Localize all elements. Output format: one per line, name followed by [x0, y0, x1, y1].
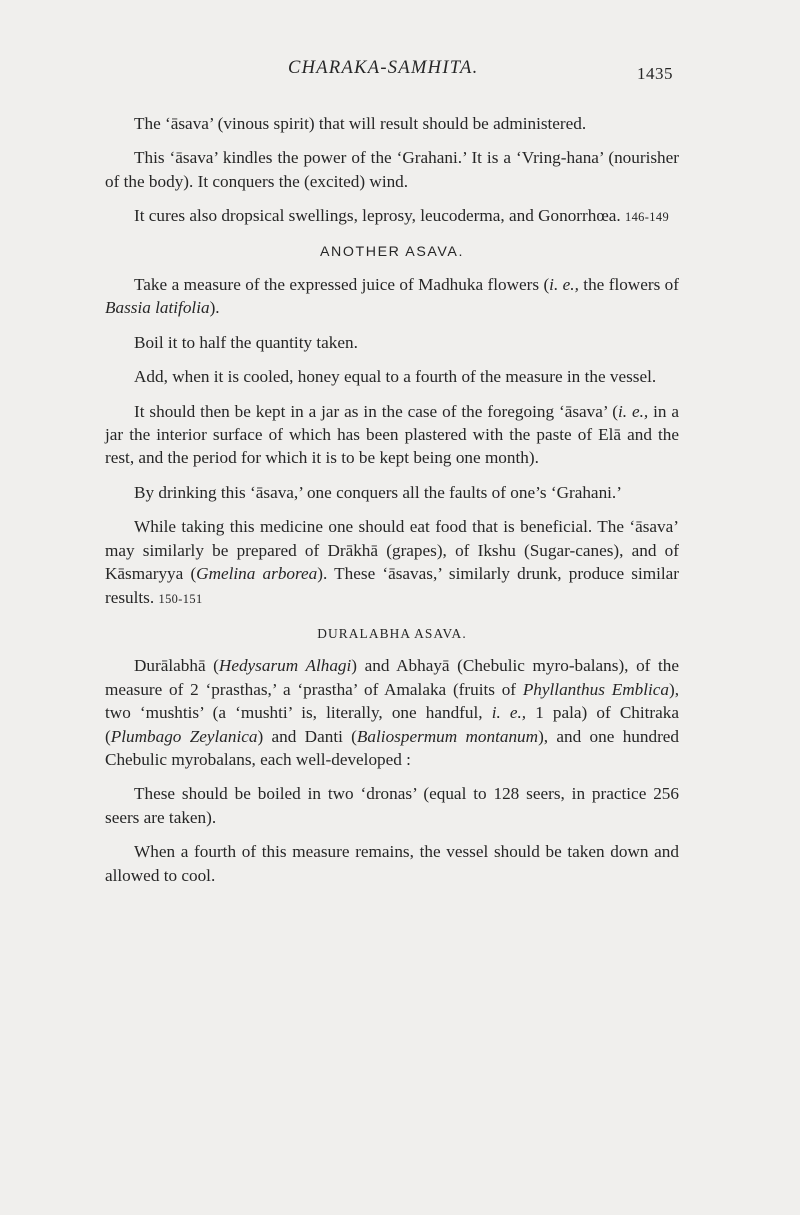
paragraph-kept-in-jar: It should then be kept in a jar as in the case of the foregoing ‘āsava’ (i. e., in a jar the interior surface of which has been plastered with the paste of Elā and the rest, and the period for which it is to be kept being one month). — [105, 401, 680, 468]
paragraph-madhuka: Take a measure of the expressed juice of Madhuka flowers (i. e., the flowers of Bassia latifolia). — [105, 275, 679, 318]
paragraph-duralabha: Durālabhā (Hedysarum Alhagi) and Abhayā (Chebulic myro-balans), of the measure of 2 ‘prasthas,’ a ‘prastha’ of Amalaka (fruits of Phyllanthus Emblica), two ‘mushtis’ (a ‘mushti’ is, literally, one handful, i. e., 1 pala) of Chitraka (Plumbago Zeylanica) and Danti (Baliospermum montanum), and one hundred Chebulic myrobalans, each well-developed : — [105, 656, 680, 769]
section-heading-duralabha-asava: DURALABHA ASAVA. — [317, 625, 467, 641]
paragraph-grahani: This ‘āsava’ kindles the power of the ‘Grahani.’ It is a ‘Vring-hana’ (nourisher of the body). It conquers the (excited) wind. — [105, 148, 679, 191]
running-header — [0, 58, 800, 88]
page-number: 1435 — [637, 64, 673, 83]
paragraph-asava-administered: The ‘āsava’ (vinous spirit) that will result should be administered. — [134, 114, 587, 133]
section-heading-another-asava: ANOTHER ASAVA. — [319, 243, 465, 260]
paragraph-cures: It cures also dropsical swellings, leprosy, leucoderma, and Gonorrhœa. 146-149 — [134, 206, 670, 226]
body-text — [105, 112, 679, 887]
running-title: CHARAKA-SAMHITA. — [288, 58, 479, 78]
verse-reference: 150-151 — [158, 591, 203, 606]
paragraph-drinking: By drinking this ‘āsava,’ one conquers all the faults of one’s ‘Grahani.’ — [134, 482, 622, 502]
verse-reference: 146-149 — [624, 210, 670, 225]
paragraph-add-honey: Add, when it is cooled, honey equal to a fourth of the measure in the vessel. — [134, 367, 657, 387]
paragraph-boiled-dronas: These should be boiled in two ‘dronas’ (equal to 128 seers, in practice 256 seers are taken). — [105, 784, 679, 827]
paragraph-boil: Boil it to half the quantity taken. — [134, 332, 358, 352]
paragraph-while-taking: While taking this medicine one should eat food that is beneficial. The ‘āsava’ may similarly be prepared of Drākhā (grapes), of Ikshu (Sugar-canes), and of Kāsmaryya (Gmelina arborea). These ‘āsavas,’ similarly drunk, produce similar results. 150-151 — [105, 517, 679, 607]
paragraph-fourth-remains: When a fourth of this measure remains, the vessel should be taken down and allowed to cool. — [105, 842, 679, 885]
